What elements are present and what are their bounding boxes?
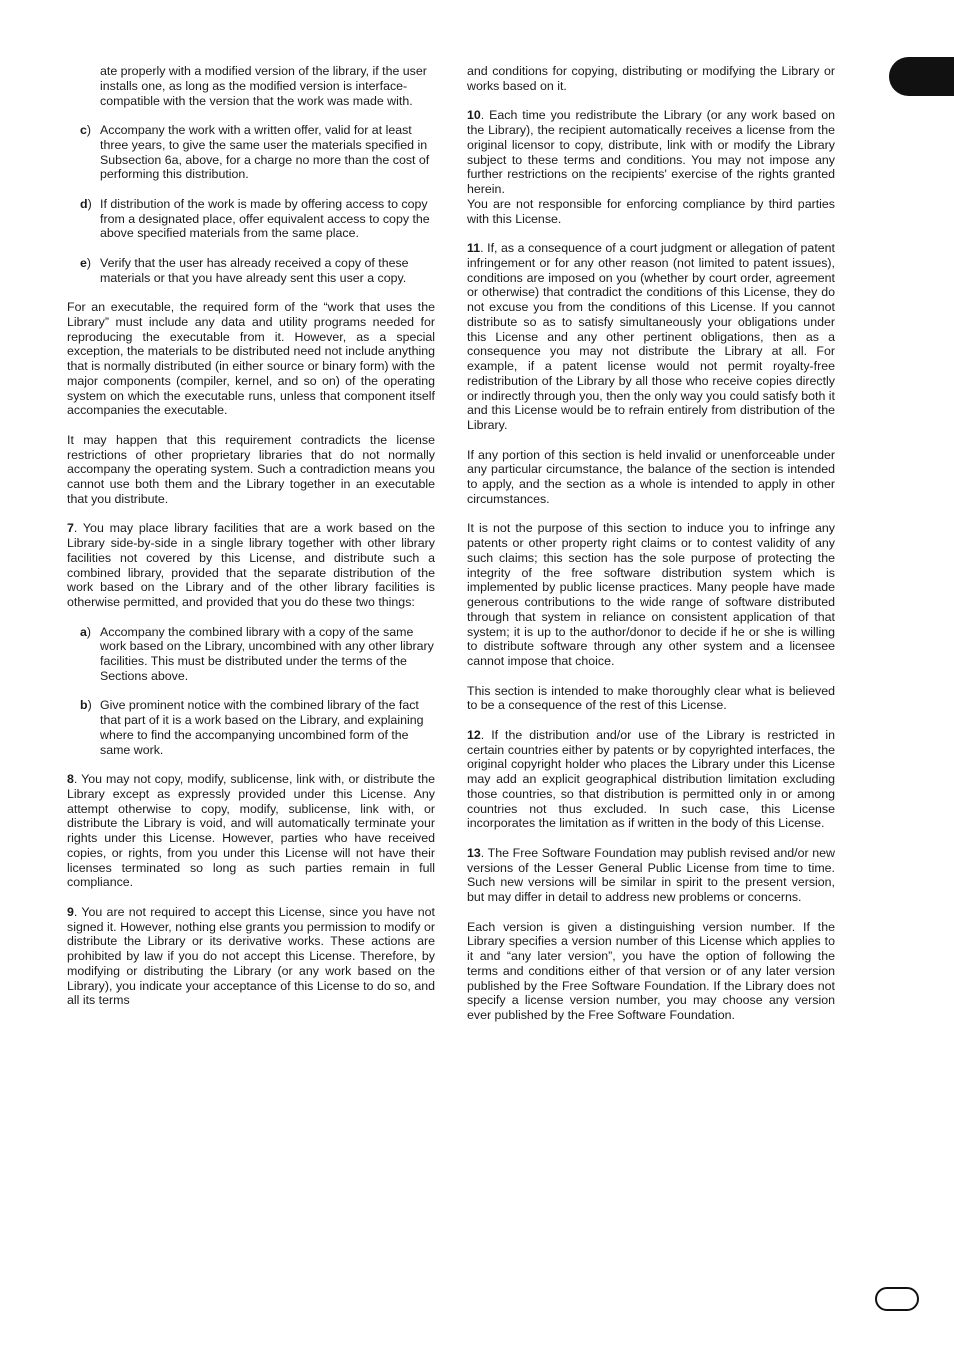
list-item-e: e) Verify that the user has already received a copy of these materials or that you have already sent this user a copy. (67, 256, 435, 286)
section-text: . If the distribution and/or use of the Library is restricted in certain countries either by patents or by copyrighted interfaces, the original copyright holder who places the Library under this License may add an explicit geographical distribution limitation excluding those countries, so that distribution is permitted only in or among countries not thus excluded. In such case, this License incorporates the limitation as if written in the body of this License. (467, 727, 835, 831)
list-item-text: Verify that the user has already received a copy of these materials or that you have already sent this user a copy. (100, 255, 409, 285)
list-item-text: Accompany the combined library with a copy of the same work based on the Library, uncombined with any other library facilities. This must be distributed under the terms of the Sections above. (100, 624, 434, 683)
section-text: . You are not required to accept this License, since you have not signed it. However, nothing else grants you permission to modify or distribute the Library or its derivative works. These actions are prohibited by law if you do not accept this License. Therefore, by modifying or distributing the Library (or any work based on the Library), you indicate your acceptance of this License to do so, and all its terms (67, 904, 435, 1008)
section-number: 13 (467, 845, 481, 860)
section-number: 7 (67, 521, 74, 536)
left-column (67, 64, 435, 1008)
page-number-badge (875, 1287, 919, 1311)
paragraph-invalid-portion: If any portion of this section is held invalid or unenforceable under any particular circumstance, the balance of the section is intended to apply, and the section as a whole is intended to apply in other circumstances. (467, 447, 835, 506)
section-number: 10 (467, 108, 481, 123)
section-text: . You may place library facilities that are a work based on the Library side-by-side in a single library together with other library facilities not covered by this License, and distribute such a combined library, provided that the separate distribution of the work based on the Library and of the other library facilities is otherwise permitted, and provided that you do these two things: (67, 521, 435, 609)
list-item-d: d) If distribution of the work is made by offering access to copy from a designated place, offer equivalent access to copy the above specified materials from the same place. (67, 197, 435, 241)
section-text: . Each time you redistribute the Library (or any work based on the Library), the recipient automatically receives a license from the original licensor to copy, distribute, link with or modify the Library subject to these terms and conditions. You may not impose any further restrictions on the recipients' exercise of the rights granted herein. (467, 108, 835, 196)
paragraph-version-number: Each version is given a distinguishing version number. If the Library specifies a version number of this License which applies to it and “any later version”, you have the option of following the terms and conditions either of that version or of any later version published by the Free Software Foundation. If the Library does not specify a license version number, you may choose any version ever published by the Free Software Foundation. (467, 919, 835, 1022)
right-column (467, 64, 835, 1023)
section-13 (467, 846, 835, 905)
list-item-label: e (80, 255, 87, 270)
section-7 (67, 521, 435, 610)
section-number: 9 (67, 904, 74, 919)
section-9-continued: and conditions for copying, distributing or modifying the Library or works based on it. (467, 64, 835, 93)
list-item-text: If distribution of the work is made by offering access to copy from a designated place, offer equivalent access to copy the above specified materials from the same place. (100, 196, 430, 241)
section-10-responsibility: You are not responsible for enforcing compliance by third parties with this License. (467, 196, 835, 226)
list-item-b: b) Give prominent notice with the combined library of the fact that part of it is a work based on the Library, and explaining where to find the accompanying uncombined form of the same work. (67, 698, 435, 757)
list-item-text: Give prominent notice with the combined library of the fact that part of it is a work based on the Library, and explaining where to find the accompanying uncombined form of the same work. (100, 698, 424, 757)
paragraph-clarification: This section is intended to make thoroughly clear what is believed to be a consequence of the rest of this License. (467, 683, 835, 713)
paragraph-executable: For an executable, the required form of the “work that uses the Library” must include any data and utility programs needed for reproducing the executable from it. However, as a special exception, the materials to be distributed need not include anything that is normally distributed (in either source or binary form) with the major components (compiler, kernel, and so on) of the operating system on which the executable runs, unless that component itself accompanies the executable. (67, 300, 435, 418)
paragraph-purpose: It is not the purpose of this section to induce you to infringe any patents or other property right claims or to contest validity of any such claims; this section has the sole purpose of protecting the integrity of the free software distribution system which is implemented by public license practices. Many people have made generous contributions to the wide range of software distributed through that system in reliance on consistent application of that system; it is up to the author/donor to decide if he or she is willing to distribute software through any other system and a licensee cannot impose that choice. (467, 521, 835, 668)
section-12 (467, 728, 835, 831)
section-number: 12 (467, 727, 481, 742)
section-text: . The Free Software Foundation may publish revised and/or new versions of the Lesser General Public License from time to time. Such new versions will be similar in spirit to the present version, but may differ in detail to address new problems or concerns. (467, 845, 835, 904)
section-9 (67, 905, 435, 1008)
list-item-text: ate properly with a modified version of the library, if the user installs one, as long as the modified version is interface-compatible with the version that the work was made with. (100, 64, 427, 108)
list-item-label: a (80, 624, 87, 639)
section-10 (467, 108, 835, 197)
list-item-a: a) Accompany the combined library with a copy of the same work based on the Library, uncombined with any other library facilities. This must be distributed under the terms of the Sections above. (80, 624, 434, 683)
list-item-continued (67, 64, 435, 108)
section-number: 8 (67, 772, 74, 786)
section-8 (67, 772, 435, 890)
section-tab (889, 57, 954, 96)
list-item-c: c) Accompany the work with a written offer, valid for at least three years, to give the same user the materials specified in Subsection 6a, above, for a charge no more than the cost of performing this distribution. (67, 123, 435, 182)
paragraph-contradiction: It may happen that this requirement contradicts the license restrictions of other proprietary libraries that do not normally accompany the operating system. Such a contradiction means you cannot use both them and the Library together in an executable that you distribute. (67, 432, 435, 506)
list-item-label: c (80, 123, 87, 137)
section-number: 11 (467, 241, 481, 255)
section-text: . You may not copy, modify, sublicense, link with, or distribute the Library except as expressly provided under this License. Any attempt otherwise to copy, modify, sublicense, link with, or distribute the Library is void, and will automatically terminate your rights under this License. However, parties who have received copies, or rights, from you under this License will not have their licenses terminated so long as such parties remain in full compliance. (67, 772, 435, 890)
list-item-label: d (80, 196, 88, 211)
section-text: . If, as a consequence of a court judgment or allegation of patent infringement or for any other reason (not limited to patent issues), conditions are imposed on you (whether by court order, agreement or otherwise) that contradict the conditions of this License, they do not excuse you from the conditions of this License. If you cannot distribute so as to satisfy simultaneously your obligations under this License and any other pertinent obligations, then as a consequence you may not distribute the Library at all. For example, if a patent license would not permit royalty-free redistribution of the Library by all those who receive copies directly or indirectly through you, then the only way you could satisfy both it and this License would be to refrain entirely from distribution of the Library. (467, 241, 835, 432)
list-item-text: Accompany the work with a written offer, valid for at least three years, to give the same user the materials specified in Subsection 6a, above, for a charge no more than the cost of performing this distribution. (100, 123, 430, 182)
section-11 (467, 241, 835, 433)
list-item-label: b (80, 698, 88, 713)
